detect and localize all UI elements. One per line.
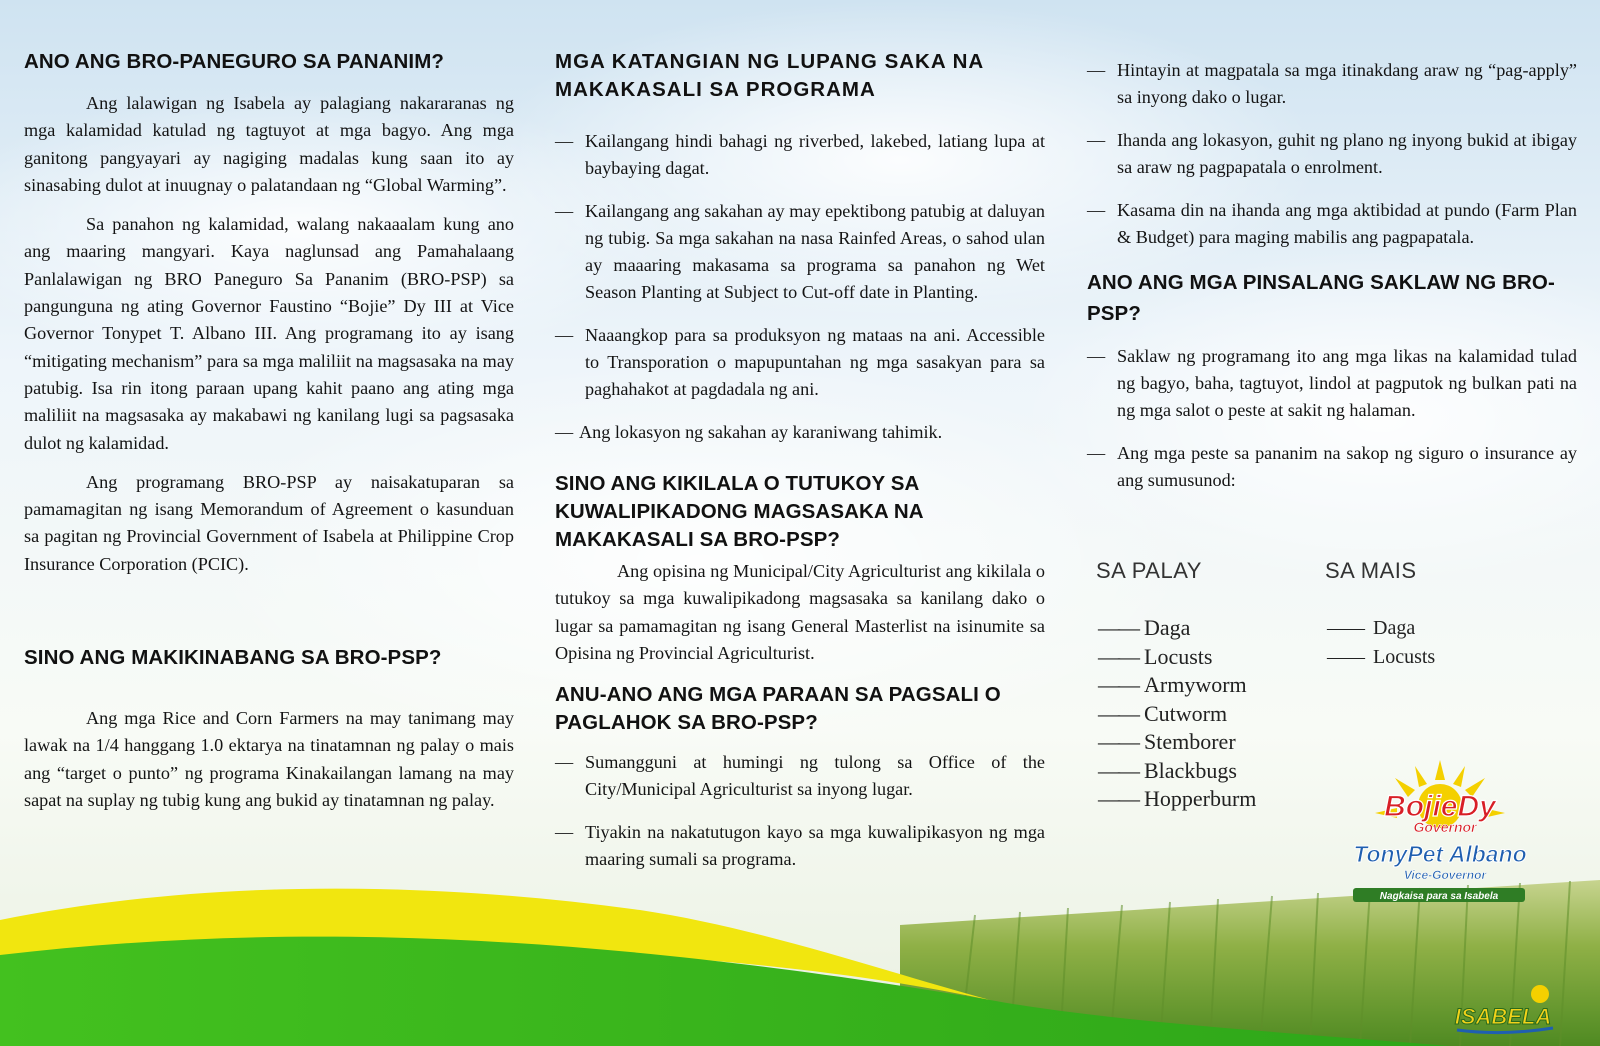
pest-name: Locusts — [1373, 645, 1436, 668]
list-item-text: Ang mga peste sa pananim na sakop ng siguro o insurance ay ang sumusunod: — [1117, 443, 1577, 490]
isabela-logo — [1445, 980, 1565, 1038]
dash-bullet: — — [555, 131, 574, 151]
pest-name: Daga — [1373, 617, 1416, 639]
paragraph-memorandum-of-agreement: Ang programang BRO-PSP ay naisakatuparan sa pamamagitan ng isang Memorandum of Agreement o kasunduan sa pagitan ng Provincial Government of Isabela at Philippine Crop Insurance Corporation (PCIC). — [24, 471, 514, 574]
list-item — [1087, 197, 1577, 251]
paragraph-municipal-agriculturist: Ang opisina ng Municipal/City Agriculturist ang kikilala o tutukoy sa mga kuwalipikadong magsasaka sa kanilang dako o lugar sa pamamagitan ng isang General Masterlist na isinumite sa Opisina ng Provincial Agriculturist. — [555, 561, 1045, 663]
pest-bar: —— — [1098, 700, 1138, 726]
list-item — [1087, 343, 1577, 424]
pest-name: Armyworm — [1144, 672, 1247, 697]
paragraph-rice-corn-farmers: Ang mga Rice and Corn Farmers na may tanimang may lawak na 1/4 hanggang 1.0 ektarya na tinatamnan ng palay o mais ang “target o punto” ng programa Kinakailangan lamang na may sapat na suplay ng tubig kung ang bukid ay tinatamnan ng palay. — [24, 708, 514, 810]
dash-bullet: — — [555, 822, 574, 843]
column-1 — [24, 44, 514, 814]
pest-bar: —— — [1098, 757, 1138, 783]
list-item — [555, 749, 1045, 803]
pest-name: Locusts — [1144, 643, 1213, 669]
palay-pest-list — [1098, 614, 1256, 814]
pest-name: Hopperburm — [1144, 786, 1257, 811]
logo-tagline: Nagkaisa para sa Isabela — [1379, 891, 1499, 902]
list-item-text: Ang lokasyon ng sakahan ay karaniwang tahimik. — [579, 422, 943, 442]
list-item — [1327, 643, 1435, 672]
section-title-anu-ano-ang-mga-paraan: ANU-ANO ANG MGA PARAAN SA PAGSALI O PAGLAHOK SA BRO-PSP? — [555, 683, 1001, 735]
dash-bullet: — — [1087, 443, 1106, 463]
dash-bullet: — — [1087, 60, 1106, 80]
list-item — [1098, 614, 1256, 643]
logo-name: BojieDy — [1384, 790, 1496, 823]
paragraph-isabela-calamities: Ang lalawigan ng Isabela ay palagiang nakararanas ng mga kalamidad katulad ng tagtuyot at mga bagyo. Ang mga ganitong pangyayari ay nagiging madalas kung saan ito ay sinasabing dulot at inuugnay o palatandaan ng “Global Warming”. — [24, 93, 514, 195]
isabela-wordmark: ISABELA — [1454, 1004, 1552, 1029]
section-title-sino-ang-kikilala: SINO ANG KIKILALA O TUTUKOY SA KUWALIPIKADONG MAGSASAKA NA MAKAKASALI SA BRO-PSP? — [555, 472, 923, 551]
list-item — [1087, 127, 1577, 181]
dash-bullet: — — [555, 325, 574, 345]
list-item-text: Naaangkop para sa produksyon ng mataas na ani. Accessible to Transporation o mapupuntahan ng mga sasakyan para sa paghahakot at pagdadala ng ani. — [585, 325, 1045, 399]
list-item — [1327, 614, 1435, 643]
list-item — [1087, 57, 1577, 111]
list-item — [555, 819, 1045, 873]
pest-bar: —— — [1327, 617, 1363, 639]
pest-bar: —— — [1098, 615, 1138, 640]
land-characteristics-list — [555, 128, 1045, 446]
list-item-text: Kasama din na ihanda ang mga aktibidad at pundo (Farm Plan & Budget) para maging mabilis ang pagpapatala. — [1117, 200, 1577, 247]
list-item — [1098, 728, 1256, 757]
section-title-ano-ang-bro-paneguro: ANO ANG BRO-PANEGURO SA PANANIM? — [24, 50, 445, 73]
dash-bullet: — — [555, 201, 574, 221]
dash-bullet: — — [555, 422, 574, 442]
pest-name: Blackbugs — [1144, 757, 1237, 783]
section-title-sino-ang-makikinabang: SINO ANG MAKIKINABANG SA BRO-PSP? — [24, 646, 442, 670]
list-item — [555, 419, 1045, 446]
list-item-text: Ihanda ang lokasyon, guhit ng plano ng inyong bukid at ibigay sa araw ng pagpapatala o enrolment. — [1117, 130, 1577, 177]
list-item — [555, 322, 1045, 403]
pest-bar: —— — [1098, 672, 1138, 697]
paragraph-bro-psp-launch: Sa panahon ng kalamidad, walang nakaaalam kung ano ang maaring mangyari. Kaya naglunsad ang Pamahalaang Panlalawigan ng BRO Paneguro Sa Pananim (BRO-PSP) sa pangunguna ng ating Governor Faustino “Bojie” Dy III at Vice Governor Tonypet T. Albano III. Ang programang ito ay isang “mitigating mechanism” para sa mga maliliit na magsasaka na may patubig. Isa rin itong paraan upang kahit paano ang ating mga maliliit na magsasaka ay makabawi ng kanilang lugi sa pagsasaka dulot ng kalamidad. — [24, 214, 514, 453]
sun-icon — [1531, 985, 1549, 1003]
dash-bullet: — — [1087, 130, 1106, 150]
list-item-text: Hintayin at magpatala sa mga itinakdang araw ng “pag-apply” sa inyong dako o lugar. — [1117, 60, 1577, 107]
dash-bullet: — — [555, 752, 574, 773]
logo-role-governor: Governor — [1413, 819, 1477, 835]
list-item — [1098, 757, 1256, 786]
dash-bullet: — — [1087, 346, 1106, 366]
column-3 — [1087, 57, 1577, 510]
list-item-text: Kailangang ang sakahan ay may epektibong patubig at daluyan ng tubig. Sa mga sakahan na nasa Rainfed Areas, o sahod ulan ay maaaring makasama sa programa sa panahon ng Wet Season Planting at Subject to Cut-off date in Planting. — [585, 201, 1045, 302]
pest-name: Stemborer — [1144, 729, 1236, 754]
participation-steps-continued-list — [1087, 57, 1577, 251]
mais-heading: SA MAIS — [1325, 558, 1417, 583]
list-item-text: Saklaw ng programang ito ang mga likas na kalamidad tulad ng bagyo, baha, tagtuyot, lindol at pagputok ng bulkan pati na ng mga salot o peste at sakit ng halaman. — [1117, 346, 1577, 420]
participation-steps-list — [555, 749, 1045, 873]
list-item — [555, 128, 1045, 182]
list-item — [1098, 643, 1256, 672]
list-item — [1098, 700, 1256, 729]
pest-name: Daga — [1144, 615, 1191, 640]
pest-bar: —— — [1098, 786, 1138, 811]
mais-pest-list — [1327, 614, 1435, 671]
pest-bar: —— — [1098, 643, 1138, 669]
list-item — [555, 198, 1045, 306]
dash-bullet: — — [1087, 200, 1106, 220]
palay-heading: SA PALAY — [1096, 558, 1202, 583]
column-2 — [555, 44, 1045, 889]
list-item — [1098, 785, 1256, 814]
pest-bar: —— — [1098, 729, 1138, 754]
pest-bar: —— — [1327, 645, 1363, 668]
list-item-text: Kailangang hindi bahagi ng riverbed, lakebed, latiang lupa at baybaying dagat. — [585, 131, 1045, 178]
section-title-mga-katangian: MGA KATANGIAN NG LUPANG SAKA NA MAKAKASALI SA PROGRAMA — [555, 50, 984, 101]
list-item-text: Sumangguni at humingi ng tulong sa Office of the City/Municipal Agriculturist sa inyong lugar. — [585, 752, 1045, 800]
list-item — [1087, 440, 1577, 494]
logo-role-vice-governor: Vice-Governor — [1403, 868, 1487, 882]
bojie-dy-tonypet-albano-logo — [1345, 758, 1535, 916]
covered-damages-list — [1087, 343, 1577, 494]
list-item — [1098, 671, 1256, 700]
list-item-text: Tiyakin na nakatutugon kayo sa mga kuwalipikasyon ng mga maaring sumali sa programa. — [585, 822, 1045, 870]
pest-name: Cutworm — [1144, 700, 1228, 726]
logo-name-2: TonyPet Albano — [1353, 841, 1527, 867]
section-title-ano-ang-mga-pinsala: ANO ANG MGA PINSALANG SAKLAW NG BRO-PSP? — [1087, 271, 1555, 325]
